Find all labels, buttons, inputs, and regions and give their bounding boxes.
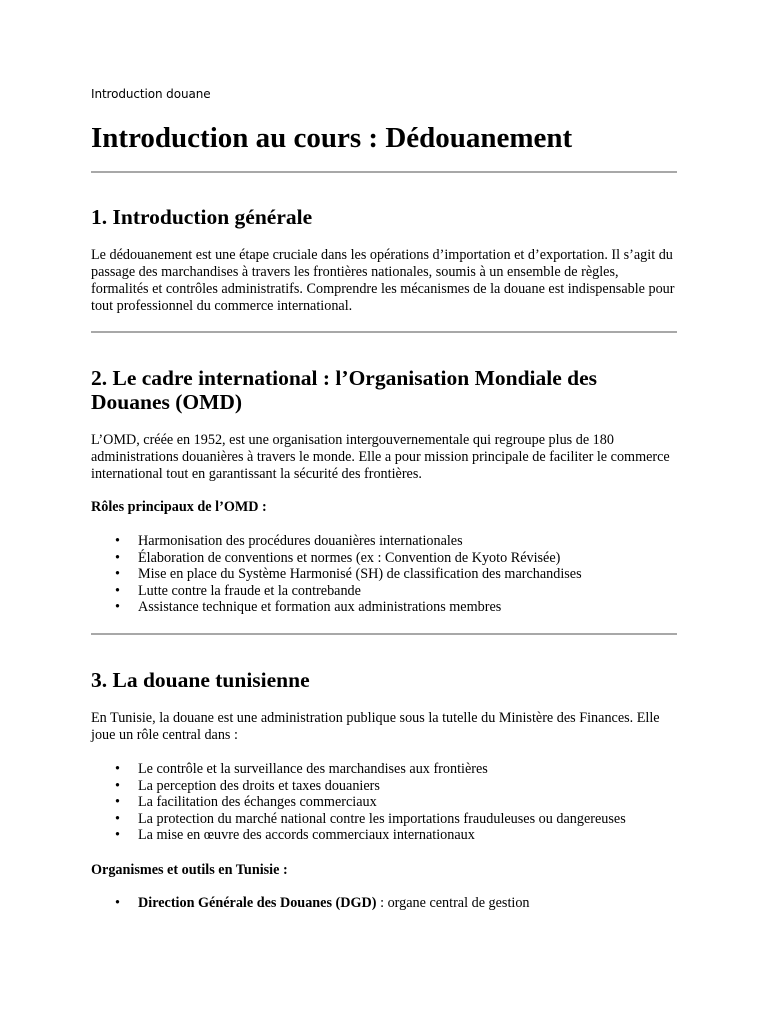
list-item-text: Lutte contre la fraude et la contrebande xyxy=(138,582,361,599)
list-item-text: La perception des droits et taxes douaniers xyxy=(138,777,380,794)
bullet-icon: • xyxy=(115,533,120,549)
list-item-text: La protection du marché national contre les importations frauduleuses ou dangereuses xyxy=(138,810,626,827)
list-item-text: Harmonisation des procédures douanières internationales xyxy=(138,533,463,549)
bullet-icon: • xyxy=(115,794,120,811)
section-3-paragraph: En Tunisie, la douane est une administration publique sous la tutelle du Ministère des Finances. Elle joue un rôle central dans : xyxy=(91,710,660,743)
horizontal-rule xyxy=(91,633,677,635)
list-item xyxy=(91,566,677,583)
section-2-subheading: Rôles principaux de l’OMD : xyxy=(91,499,267,515)
list-item xyxy=(91,794,677,811)
list-item xyxy=(91,533,677,550)
bullet-icon: • xyxy=(115,566,120,583)
list-item xyxy=(91,778,677,795)
organism-description: : organe central de gestion xyxy=(376,895,530,911)
bullet-icon: • xyxy=(115,827,120,844)
omd-roles-list xyxy=(91,533,677,616)
list-item xyxy=(91,583,677,600)
section-1-paragraph: Le dédouanement est une étape cruciale dans les opérations d’importation et d’exportation. Il s’agit du passage des marchandises à travers les frontières nationales, soumis à un ensemble de règles, formalités et contrôles administratifs. Comprendre les mécanismes de la douane est indispensable pour tout professionnel du commerce international. xyxy=(91,247,675,314)
section-1-heading: 1. Introduction générale xyxy=(91,205,313,229)
bullet-icon: • xyxy=(115,582,120,599)
list-item xyxy=(91,811,677,828)
section-2-heading: 2. Le cadre international : l’Organisation Mondiale des Douanes (OMD) xyxy=(91,366,598,414)
list-item xyxy=(91,761,677,778)
tunisian-customs-roles-list xyxy=(91,761,677,844)
bullet-icon: • xyxy=(115,599,120,616)
list-item-text: Élaboration de conventions et normes (ex : Convention de Kyoto Révisée) xyxy=(138,549,561,566)
bullet-icon: • xyxy=(115,549,120,566)
document-title: Introduction au cours : Dédouanement xyxy=(91,122,573,154)
bullet-icon: • xyxy=(115,777,120,794)
list-item xyxy=(91,895,677,912)
list-item-text: La mise en œuvre des accords commerciaux internationaux xyxy=(138,827,475,844)
bullet-icon: • xyxy=(115,810,120,827)
list-item xyxy=(91,827,677,844)
list-item-text: Mise en place du Système Harmonisé (SH) de classification des marchandises xyxy=(138,566,582,583)
list-item-text: Assistance technique et formation aux administrations membres xyxy=(138,599,502,616)
section-3-subheading: Organismes et outils en Tunisie : xyxy=(91,862,288,878)
horizontal-rule xyxy=(91,331,677,333)
horizontal-rule xyxy=(91,171,677,173)
list-item-text: La facilitation des échanges commerciaux xyxy=(138,794,377,811)
section-3-heading: 3. La douane tunisienne xyxy=(91,668,310,692)
organisms-list xyxy=(91,895,677,912)
bullet-icon: • xyxy=(115,761,120,777)
bullet-icon: • xyxy=(115,895,120,911)
organism-name: Direction Générale des Douanes (DGD) xyxy=(138,895,377,911)
list-item xyxy=(91,599,677,616)
list-item xyxy=(91,550,677,567)
running-header: Introduction douane xyxy=(91,87,211,101)
section-2-paragraph: L’OMD, créée en 1952, est une organisation intergouvernementale qui regroupe plus de 180 administrations douanières à travers le monde. Elle a pour mission principale de faciliter le commerce international tout en garantissant la sécurité des frontières. xyxy=(91,432,670,482)
list-item-text: Le contrôle et la surveillance des marchandises aux frontières xyxy=(138,761,488,777)
